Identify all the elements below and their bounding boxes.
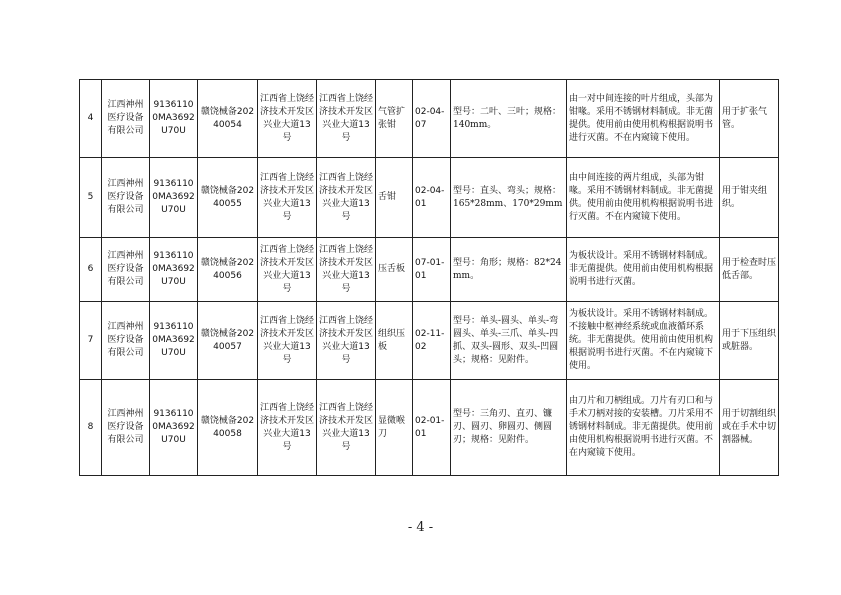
intended-use-cell: 用于下压组织或脏器。 — [720, 302, 779, 380]
page-number: - 4 - — [407, 520, 434, 535]
table-row — [80, 238, 779, 302]
intended-use-cell: 用于扩张气管。 — [720, 80, 779, 158]
registrant-address-cell: 江西省上饶经济技术开发区兴业大道13号 — [258, 238, 317, 302]
registrant-address-cell: 江西省上饶经济技术开发区兴业大道13号 — [258, 380, 317, 476]
production-address-cell: 江西省上饶经济技术开发区兴业大道13号 — [317, 238, 376, 302]
production-address-cell: 江西省上饶经济技术开发区兴业大道13号 — [317, 158, 376, 238]
category-code-cell: 02-04-01 — [413, 158, 451, 238]
registration-number-cell: 赣饶械备20240057 — [198, 302, 258, 380]
category-code-cell: 02-04-07 — [413, 80, 451, 158]
model-spec-cell: 型号：三角刃、直刃、镰刃、圆刃、卵圆刃、侧圆刃；规格：见附件。 — [451, 380, 567, 476]
row-number: 4 — [80, 80, 102, 158]
row-number: 6 — [80, 238, 102, 302]
company-name-cell: 江西神州医疗设备有限公司 — [102, 380, 150, 476]
registration-number-cell: 赣饶械备20240056 — [198, 238, 258, 302]
product-description-cell: 由一对中间连接的叶片组成，头部为钳喙。采用不锈钢材料制成。非无菌提供。使用前由使用机构根据说明书进行灭菌。不在内窥镜下使用。 — [567, 80, 720, 158]
product-name-cell: 舌钳 — [376, 158, 413, 238]
model-spec-cell: 型号：单头-圆头、单头-弯圆头、单头-三爪、单头-四抓、双头-圆形、双头-凹圆头；规格：见附件。 — [451, 302, 567, 380]
registration-table — [79, 79, 779, 476]
registrant-address-cell: 江西省上饶经济技术开发区兴业大道13号 — [258, 302, 317, 380]
table-row — [80, 158, 779, 238]
product-name-cell: 气管扩张钳 — [376, 80, 413, 158]
credit-code-cell: 91361100MA3692U70U — [150, 380, 198, 476]
product-name-cell: 压舌板 — [376, 238, 413, 302]
production-address-cell: 江西省上饶经济技术开发区兴业大道13号 — [317, 80, 376, 158]
credit-code-cell: 91361100MA3692U70U — [150, 80, 198, 158]
intended-use-cell: 用于切割组织或在手术中切割器械。 — [720, 380, 779, 476]
row-number: 8 — [80, 380, 102, 476]
intended-use-cell: 用于钳夹组织。 — [720, 158, 779, 238]
category-code-cell: 02-11-02 — [413, 302, 451, 380]
company-name-cell: 江西神州医疗设备有限公司 — [102, 302, 150, 380]
row-number: 5 — [80, 158, 102, 238]
intended-use-cell: 用于检查时压低舌部。 — [720, 238, 779, 302]
registration-number-cell: 赣饶械备20240055 — [198, 158, 258, 238]
product-name-cell: 显微喉刀 — [376, 380, 413, 476]
credit-code-cell: 91361100MA3692U70U — [150, 158, 198, 238]
category-code-cell: 07-01-01 — [413, 238, 451, 302]
product-description-cell: 为板状设计。采用不锈钢材料制成。非无菌提供。使用前由使用机构根据说明书进行灭菌。 — [567, 238, 720, 302]
company-name-cell: 江西神州医疗设备有限公司 — [102, 158, 150, 238]
model-spec-cell: 型号：直头、弯头；规格：165*28mm、170*29mm — [451, 158, 567, 238]
company-name-cell: 江西神州医疗设备有限公司 — [102, 80, 150, 158]
product-description-cell: 由刀片和刀柄组成。刀片有刃口和与手术刀柄对接的安装槽。刀片采用不锈钢材料制成。非无菌提供。使用前由使用机构根据说明书进行灭菌。不在内窥镜下使用。 — [567, 380, 720, 476]
registration-number-cell: 赣饶械备20240054 — [198, 80, 258, 158]
company-name-cell: 江西神州医疗设备有限公司 — [102, 238, 150, 302]
product-description-cell: 由中间连接的两片组成，头部为钳喙。采用不锈钢材料制成。非无菌提供。使用前由使用机构根据说明书进行灭菌。不在内窥镜下使用。 — [567, 158, 720, 238]
production-address-cell: 江西省上饶经济技术开发区兴业大道13号 — [317, 302, 376, 380]
table-body — [80, 80, 779, 476]
product-name-cell: 组织压板 — [376, 302, 413, 380]
production-address-cell: 江西省上饶经济技术开发区兴业大道13号 — [317, 380, 376, 476]
product-description-cell: 为板状设计。采用不锈钢材料制成。不接触中枢神经系统或血液循环系统。非无菌提供。使用前由使用机构根据说明书进行灭菌。不在内窥镜下使用。 — [567, 302, 720, 380]
credit-code-cell: 91361100MA3692U70U — [150, 302, 198, 380]
registrant-address-cell: 江西省上饶经济技术开发区兴业大道13号 — [258, 80, 317, 158]
table-row — [80, 80, 779, 158]
table-row — [80, 380, 779, 476]
model-spec-cell: 型号：二叶、三叶；规格：140mm。 — [451, 80, 567, 158]
table-row — [80, 302, 779, 380]
registration-number-cell: 赣饶械备20240058 — [198, 380, 258, 476]
category-code-cell: 02-01-01 — [413, 380, 451, 476]
row-number: 7 — [80, 302, 102, 380]
credit-code-cell: 91361100MA3692U70U — [150, 238, 198, 302]
registrant-address-cell: 江西省上饶经济技术开发区兴业大道13号 — [258, 158, 317, 238]
model-spec-cell: 型号：角形；规格：82*24mm。 — [451, 238, 567, 302]
